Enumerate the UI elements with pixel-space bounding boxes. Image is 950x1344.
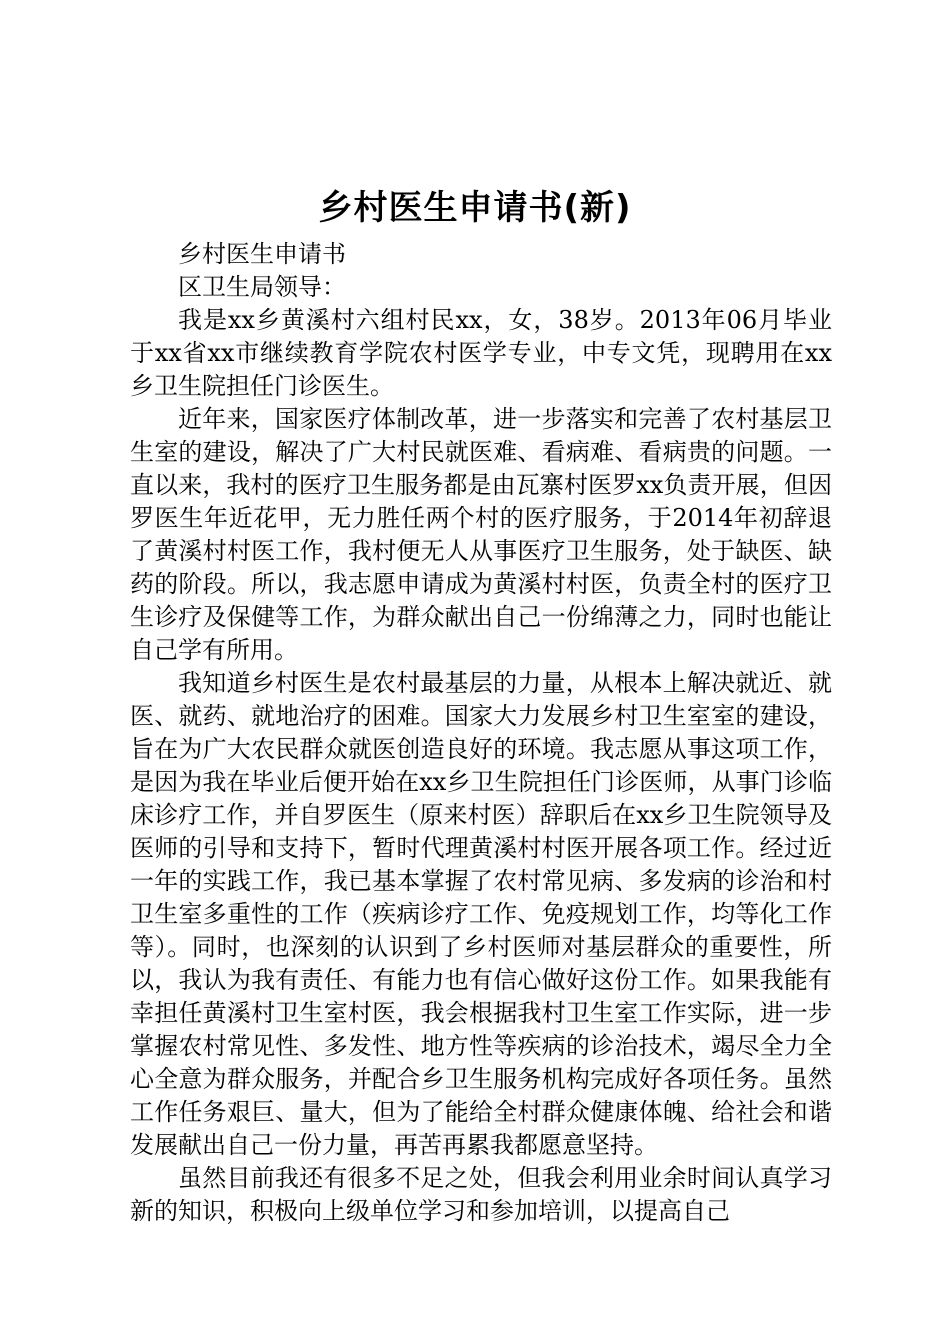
document-title: 乡村医生申请书(新) [318, 188, 632, 228]
paragraph: 我是xx乡黄溪村六组村民xx，女，38岁。2013年06月毕业于xx省xx市继续教育学院农村医学专业，中专文凭，现聘用在xx乡卫生院担任门诊医生。 [130, 306, 832, 400]
paragraph: 虽然目前我还有很多不足之处，但我会利用业余时间认真学习新的知识，积极向上级单位学习和参加培训，以提高自己 [130, 1164, 832, 1225]
paragraph-salutation: 区卫生局领导： [178, 273, 346, 301]
paragraph: 我知道乡村医生是农村最基层的力量，从根本上解决就近、就医、就药、就地治疗的困难。国家大力发展乡村卫生室室的建设，旨在为广大农民群众就医创造良好的环境。我志愿从事这项工作，是因为我在毕业后便开始在xx乡卫生院担任门诊医师，从事门诊临床诊疗工作，并自罗医生（原来村医）辞职后在xx乡卫生院领导及医师的引导和支持下，暂时代理黄溪村村医开展各项工作。经过近一年的实践工作，我已基本掌握了农村常见病、多发病的诊治和村卫生室多重性的工作（疾病诊疗工作、免疫规划工作，均等化工作等）。同时，也深刻的认识到了乡村医师对基层群众的重要性，所以，我认为我有责任、有能力也有信心做好这份工作。如果我能有幸担任黄溪村卫生室村医，我会根据我村卫生室工作实际，进一步掌握农村常见性、多发性、地方性等疾病的诊治技术，竭尽全力全心全意为群众服务，并配合乡卫生服务机构完成好各项任务。虽然工作任务艰巨、量大，但为了能给全村群众健康体魄、给社会和谐发展献出自己一份力量，再苦再累我都愿意坚持。 [130, 669, 832, 1159]
document-body [130, 238, 832, 1228]
paragraph: 近年来，国家医疗体制改革，进一步落实和完善了农村基层卫生室的建设，解决了广大村民就医难、看病难、看病贵的问题。一直以来，我村的医疗卫生服务都是由瓦寨村医罗xx负责开展，但因罗医生年近花甲，无力胜任两个村的医疗服务，于2014年初辞退了黄溪村村医工作，我村便无人从事医疗卫生服务，处于缺医、缺药的阶段。所以，我志愿申请成为黄溪村村医，负责全村的医疗卫生诊疗及保健等工作，为群众献出自己一份绵薄之力，同时也能让自己学有所用。 [130, 405, 832, 664]
paragraph-heading: 乡村医生申请书 [178, 240, 346, 268]
